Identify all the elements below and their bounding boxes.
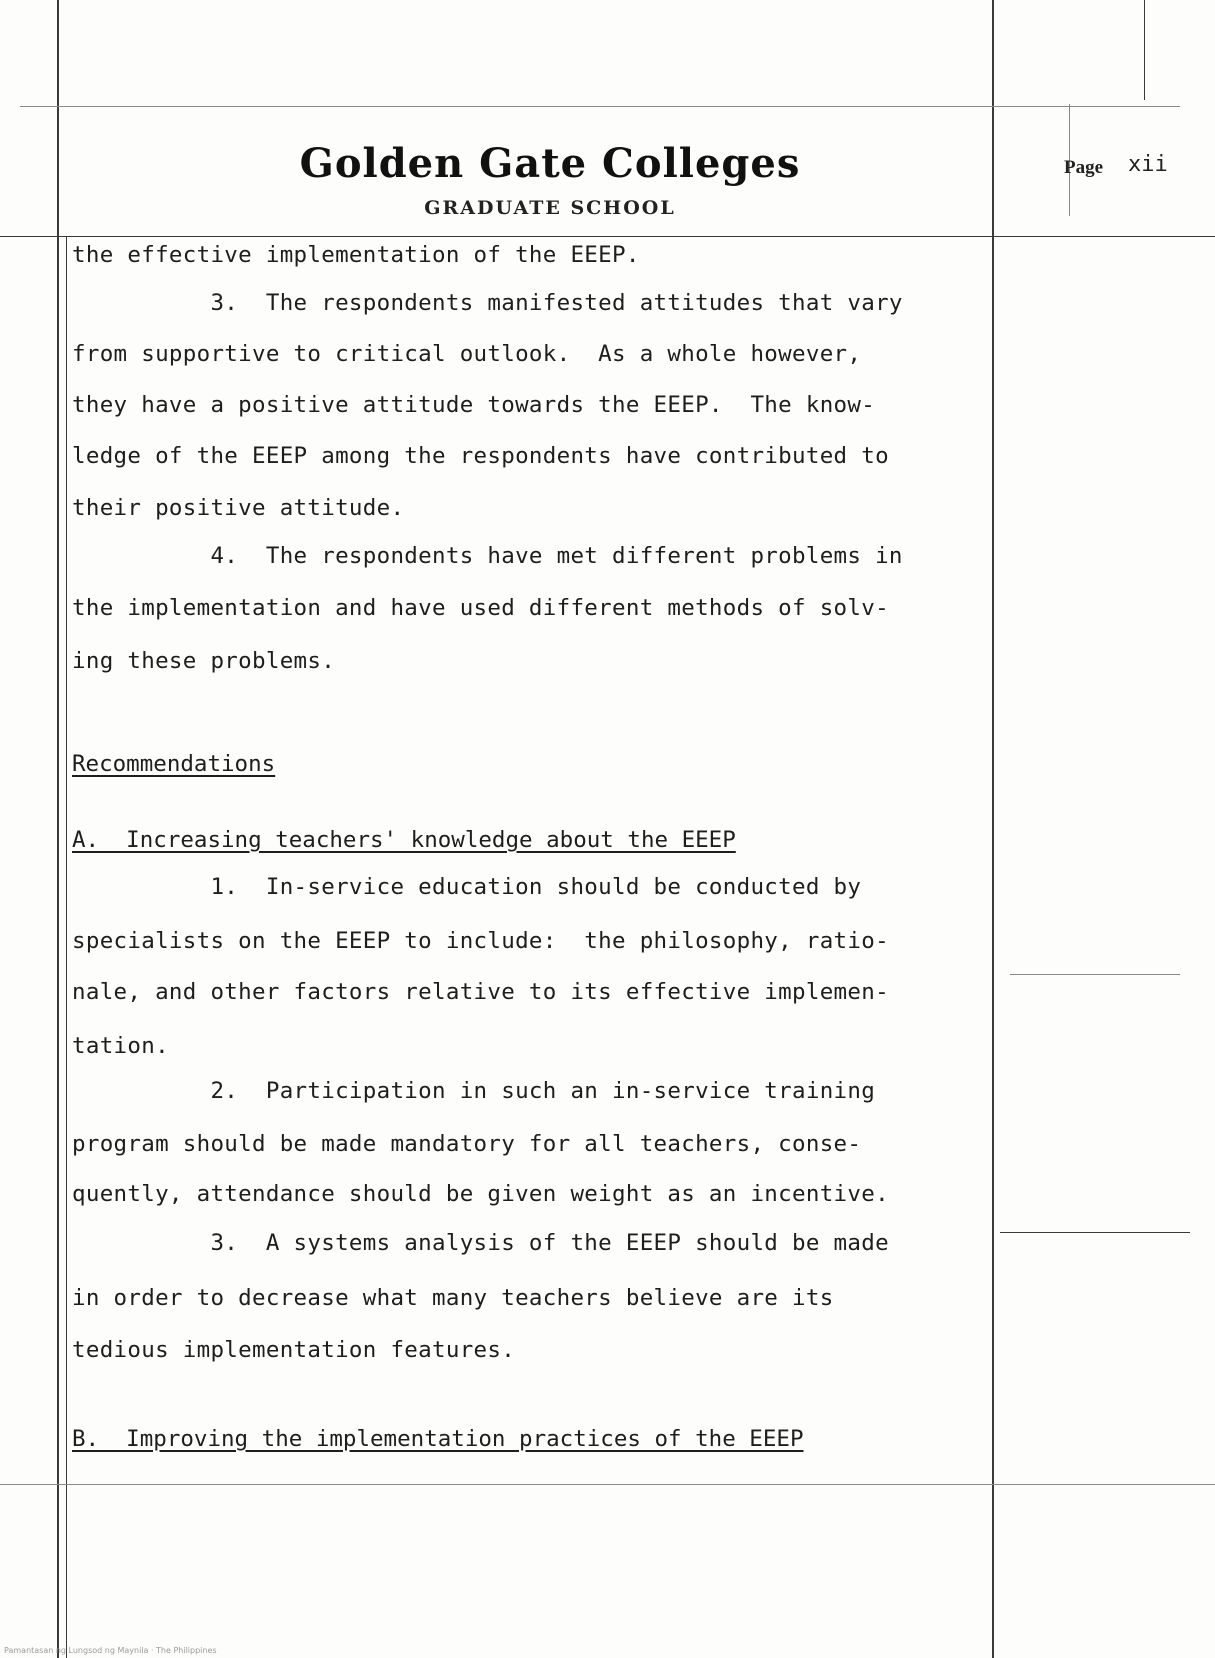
header-top-rule bbox=[20, 106, 1180, 107]
text-line: 4. The respondents have met different problems in bbox=[72, 543, 903, 569]
text-line: the effective implementation of the EEEP. bbox=[72, 242, 640, 268]
text-line: program should be made mandatory for all teachers, conse- bbox=[72, 1131, 862, 1157]
page-label: Page bbox=[1064, 157, 1104, 178]
right-tick-rule-1 bbox=[1010, 974, 1180, 975]
text-line: from supportive to critical outlook. As a whole however, bbox=[72, 341, 862, 367]
archive-footer: Pamantasan ng Lungsod ng Maynila · The Philippines bbox=[4, 1646, 217, 1655]
text-line: tation. bbox=[72, 1033, 169, 1059]
school-name: GRADUATE SCHOOL bbox=[424, 197, 676, 219]
text-line: 1. In-service education should be conducted by bbox=[72, 874, 862, 900]
text-line: they have a positive attitude towards the EEEP. The know- bbox=[72, 392, 876, 418]
page-number: xii bbox=[1128, 152, 1168, 177]
far-right-rule bbox=[1144, 0, 1145, 100]
text-line: their positive attitude. bbox=[72, 495, 405, 521]
text-line: 2. Participation in such an in-service training bbox=[72, 1078, 876, 1104]
section-a-heading: A. Increasing teachers' knowledge about the EEEP bbox=[72, 827, 736, 853]
recommendations-heading: Recommendations bbox=[72, 751, 276, 777]
text-line: 3. A systems analysis of the EEEP should be made bbox=[72, 1230, 889, 1256]
college-name: Golden Gate Colleges bbox=[299, 140, 801, 187]
left-margin-rule bbox=[57, 0, 59, 1658]
text-line: ing these problems. bbox=[72, 648, 336, 674]
header-bottom-rule bbox=[0, 236, 1215, 237]
text-line: in order to decrease what many teachers believe are its bbox=[72, 1285, 834, 1311]
bottom-rule bbox=[0, 1484, 1215, 1485]
text-line: nale, and other factors relative to its effective implemen- bbox=[72, 979, 889, 1005]
text-line: quently, attendance should be given weight as an incentive. bbox=[72, 1181, 889, 1207]
text-line: tedious implementation features. bbox=[72, 1337, 516, 1363]
section-b-heading: B. Improving the implementation practices of the EEEP bbox=[72, 1426, 804, 1452]
text-line: specialists on the EEEP to include: the philosophy, ratio- bbox=[72, 928, 889, 954]
text-line: the implementation and have used different methods of solv- bbox=[72, 595, 889, 621]
text-line: 3. The respondents manifested attitudes that vary bbox=[72, 290, 903, 316]
inner-left-rule bbox=[66, 236, 67, 1658]
text-line: ledge of the EEEP among the respondents have contributed to bbox=[72, 443, 889, 469]
